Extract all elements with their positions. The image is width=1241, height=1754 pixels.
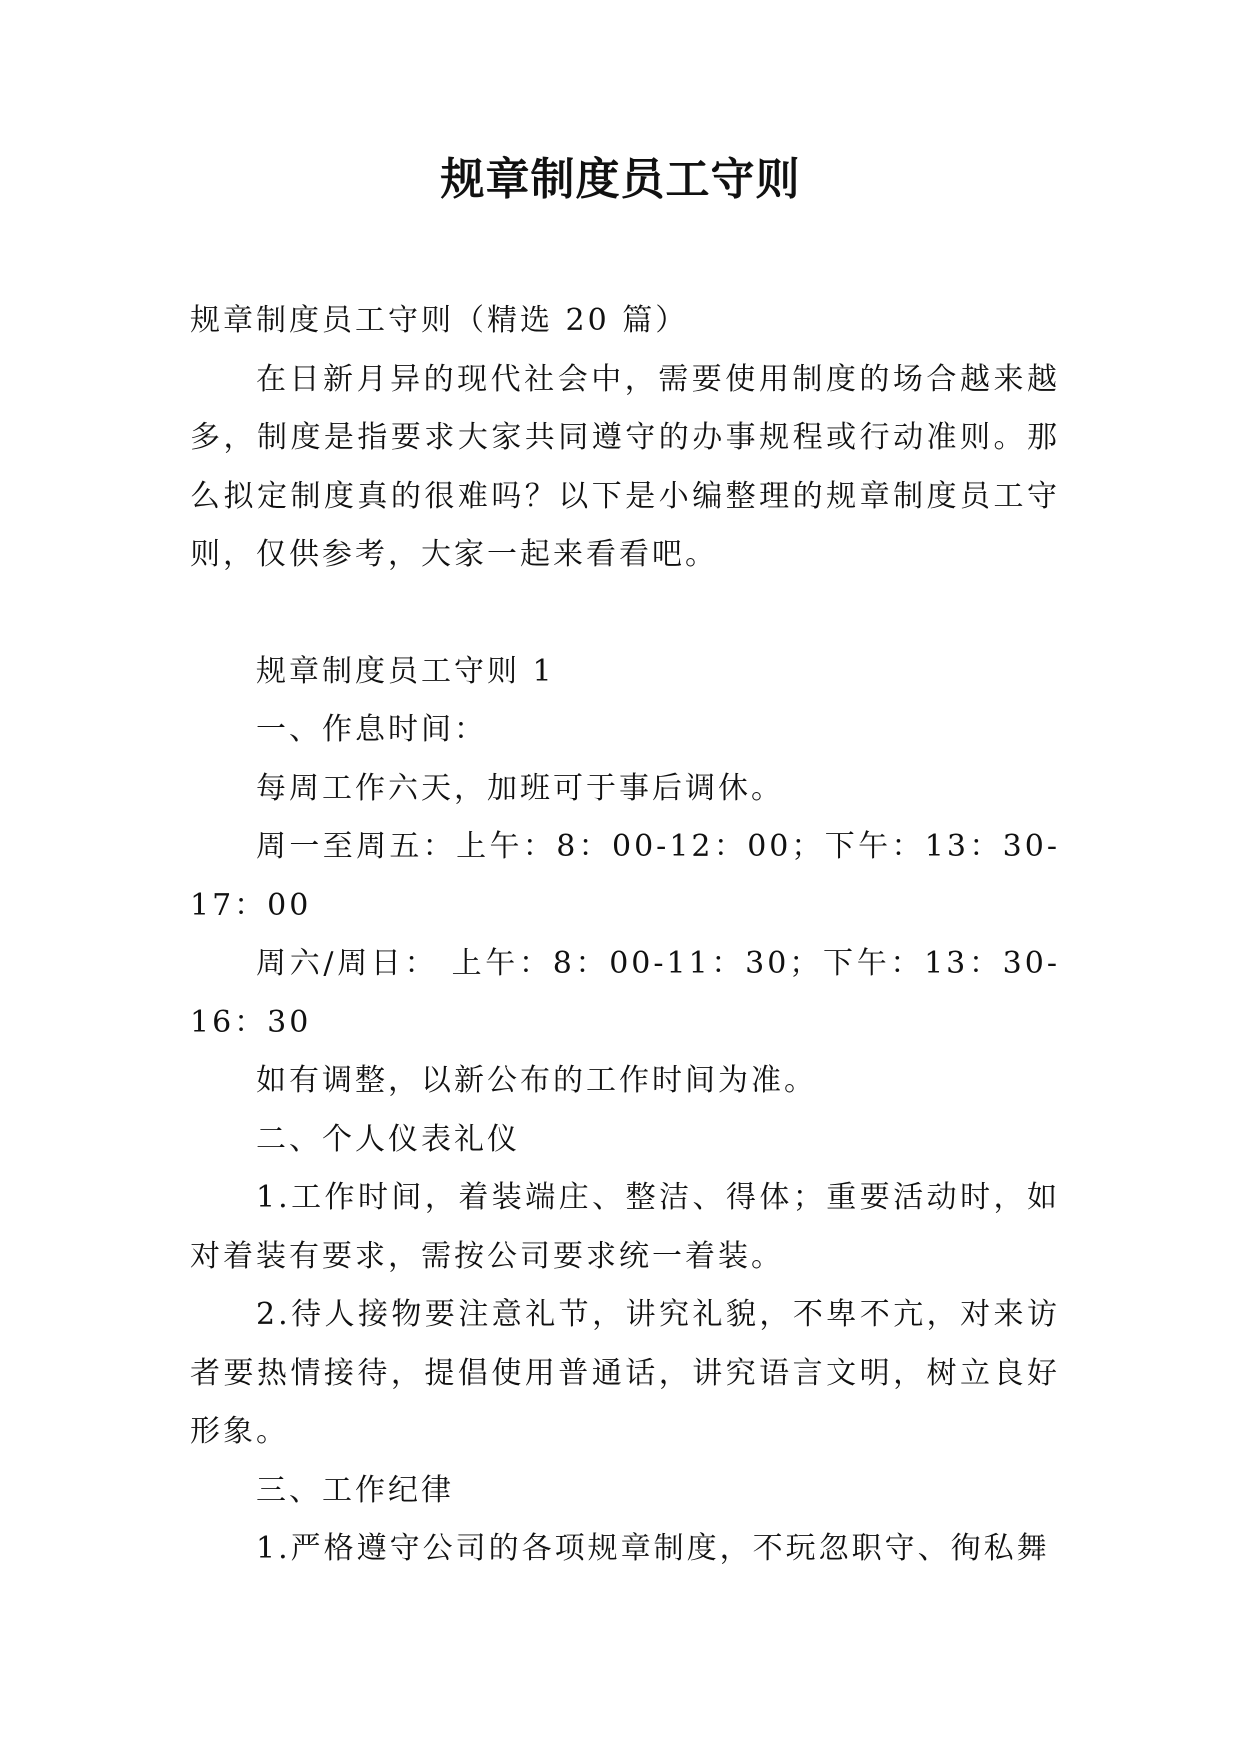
list-item: 1.严格遵守公司的各项规章制度，不玩忽职守、徇私舞 xyxy=(256,1531,1050,1566)
intro-paragraph: 在日新月异的现代社会中，需要使用制度的场合越来越多，制度是指要求大家共同遵守的办事规程或行动准则。那么拟定制度真的很难吗？以下是小编整理的规章制度员工守则，仅供参考，大家一起来看看吧。 xyxy=(190,361,1060,572)
schedule-weekend: 周六/周日： 上午：8：00-11：30；下午：13：30-16：30 xyxy=(190,946,1060,1040)
body-paragraph: 如有调整，以新公布的工作时间为准。 xyxy=(256,1063,817,1098)
document-body xyxy=(190,292,1060,1579)
paragraph-gap xyxy=(190,585,1060,643)
document-title: 规章制度员工守则 xyxy=(440,154,801,205)
schedule-weekday: 周一至周五：上午：8：00-12：00；下午：13：30-17：00 xyxy=(190,829,1060,923)
body-paragraph: 每周工作六天，加班可于事后调休。 xyxy=(256,770,784,806)
list-heading-etiquette: 二、个人仪表礼仪 xyxy=(256,1121,520,1157)
section-heading: 规章制度员工守则 1 xyxy=(256,653,555,689)
list-heading-work-hours: 一、作息时间： xyxy=(256,712,487,747)
list-item: 1.工作时间，着装端庄、整洁、得体；重要活动时，如对着装有要求，需按公司要求统一着装。 xyxy=(190,1180,1060,1274)
list-heading-discipline: 三、工作纪律 xyxy=(256,1472,454,1508)
subtitle-paragraph: 规章制度员工守则（精选 20 篇） xyxy=(190,303,689,338)
list-item: 2.待人接物要注意礼节，讲究礼貌，不卑不亢，对来访者要热情接待，提倡使用普通话，讲究语言文明，树立良好形象。 xyxy=(190,1297,1060,1449)
